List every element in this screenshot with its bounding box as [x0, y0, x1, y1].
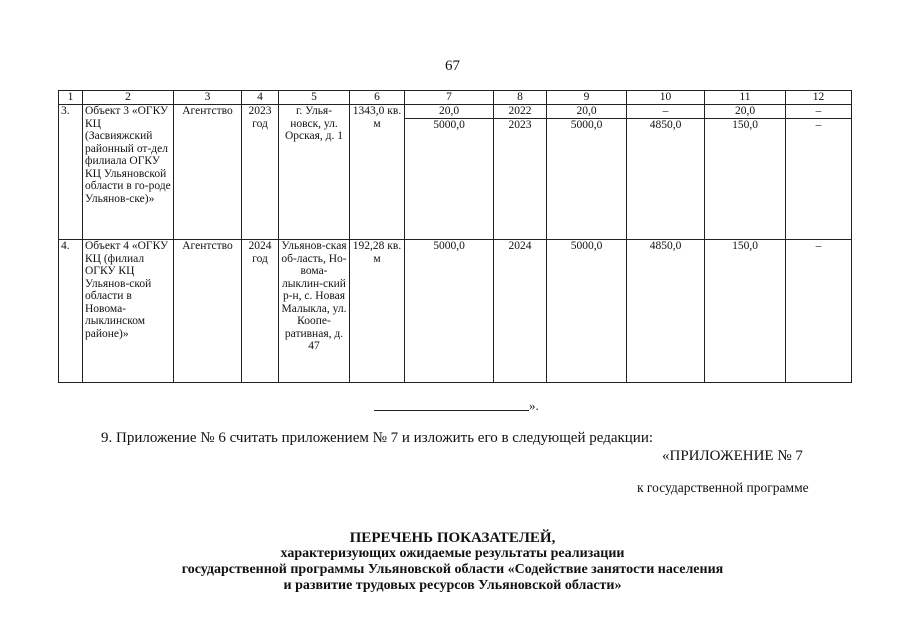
col8-top: 2022 — [494, 105, 546, 119]
row-number: 3. — [59, 105, 83, 240]
col9-cell — [547, 105, 627, 240]
col10-top: – — [627, 105, 704, 119]
agency-cell: Агентство — [174, 105, 242, 240]
col-header-1: 1 — [59, 91, 83, 105]
page-number: 67 — [445, 58, 460, 74]
heading-line-3: государственной программы Ульяновской области «Содействие занятости населения — [181, 562, 724, 577]
col8-cell: 2024 — [494, 240, 547, 383]
col8-cell — [494, 105, 547, 240]
col10-cell — [627, 105, 705, 240]
row-number: 4. — [59, 240, 83, 383]
col7-bottom: 5000,0 — [433, 119, 465, 131]
area-cell: 192,28 кв. м — [350, 240, 405, 383]
col-header-4: 4 — [242, 91, 279, 105]
address-cell: Ульянов-ская об-ласть, Но-вома-лыклин-ский р-н, с. Новая Малыкла, ул. Коопе-ративная, д. 47 — [279, 240, 350, 383]
table-row — [59, 240, 852, 383]
agency-cell: Агентство — [174, 240, 242, 383]
col11-cell — [705, 105, 786, 240]
object-name: Объект 3 «ОГКУ КЦ (Засвияжский районный от-дел филиала ОГКУ КЦ Ульяновской области в го-роде Ульянов-ске)» — [83, 105, 174, 240]
signature-line — [374, 396, 529, 411]
col11-bottom: 150,0 — [732, 119, 758, 131]
table-row — [59, 105, 852, 240]
appendix-label: «ПРИЛОЖЕНИЕ № 7 — [662, 448, 803, 464]
col7-cell — [405, 105, 494, 240]
to-program-label: к государственной программе — [637, 480, 809, 495]
col12-cell: – — [786, 240, 852, 383]
closing-quote: ». — [529, 398, 539, 413]
year-cell: 2024 год — [242, 240, 279, 383]
col7-top: 20,0 — [405, 105, 493, 119]
col10-cell: 4850,0 — [627, 240, 705, 383]
col-header-9: 9 — [547, 91, 627, 105]
col11-top: 20,0 — [705, 105, 785, 119]
area-cell: 1343,0 кв. м — [350, 105, 405, 240]
col-header-7: 7 — [405, 91, 494, 105]
col11-cell: 150,0 — [705, 240, 786, 383]
header-row — [59, 91, 852, 105]
col-header-8: 8 — [494, 91, 547, 105]
heading-line-1: ПЕРЕЧЕНЬ ПОКАЗАТЕЛЕЙ, — [349, 530, 556, 546]
heading-line-2: характеризующих ожидаемые результаты реализации — [280, 546, 625, 561]
col-header-6: 6 — [350, 91, 405, 105]
col12-cell — [786, 105, 852, 240]
col10-bottom: 4850,0 — [649, 119, 682, 131]
heading-line-4: и развитие трудовых ресурсов Ульяновской области» — [283, 578, 622, 593]
col12-top: – — [786, 105, 851, 119]
document-heading — [0, 530, 905, 594]
col-header-12: 12 — [786, 91, 852, 105]
col-header-2: 2 — [83, 91, 174, 105]
col-header-10: 10 — [627, 91, 705, 105]
object-name: Объект 4 «ОГКУ КЦ (филиал ОГКУ КЦ Ульянов-ской области в Новома-лыклинском районе)» — [83, 240, 174, 383]
col9-top: 20,0 — [547, 105, 626, 119]
address-cell: г. Улья-новск, ул. Орская, д. 1 — [279, 105, 350, 240]
col12-bottom: – — [815, 119, 822, 131]
col-header-11: 11 — [705, 91, 786, 105]
col-header-3: 3 — [174, 91, 242, 105]
col7-cell: 5000,0 — [405, 240, 494, 383]
col8-bottom: 2023 — [508, 119, 532, 131]
paragraph-9: 9. Приложение № 6 считать приложением № 7 и изложить его в следующей редакции: — [101, 430, 654, 446]
col9-cell: 5000,0 — [547, 240, 627, 383]
objects-table — [58, 90, 852, 383]
year-cell: 2023 год — [242, 105, 279, 240]
col9-bottom: 5000,0 — [570, 119, 603, 131]
col-header-5: 5 — [279, 91, 350, 105]
